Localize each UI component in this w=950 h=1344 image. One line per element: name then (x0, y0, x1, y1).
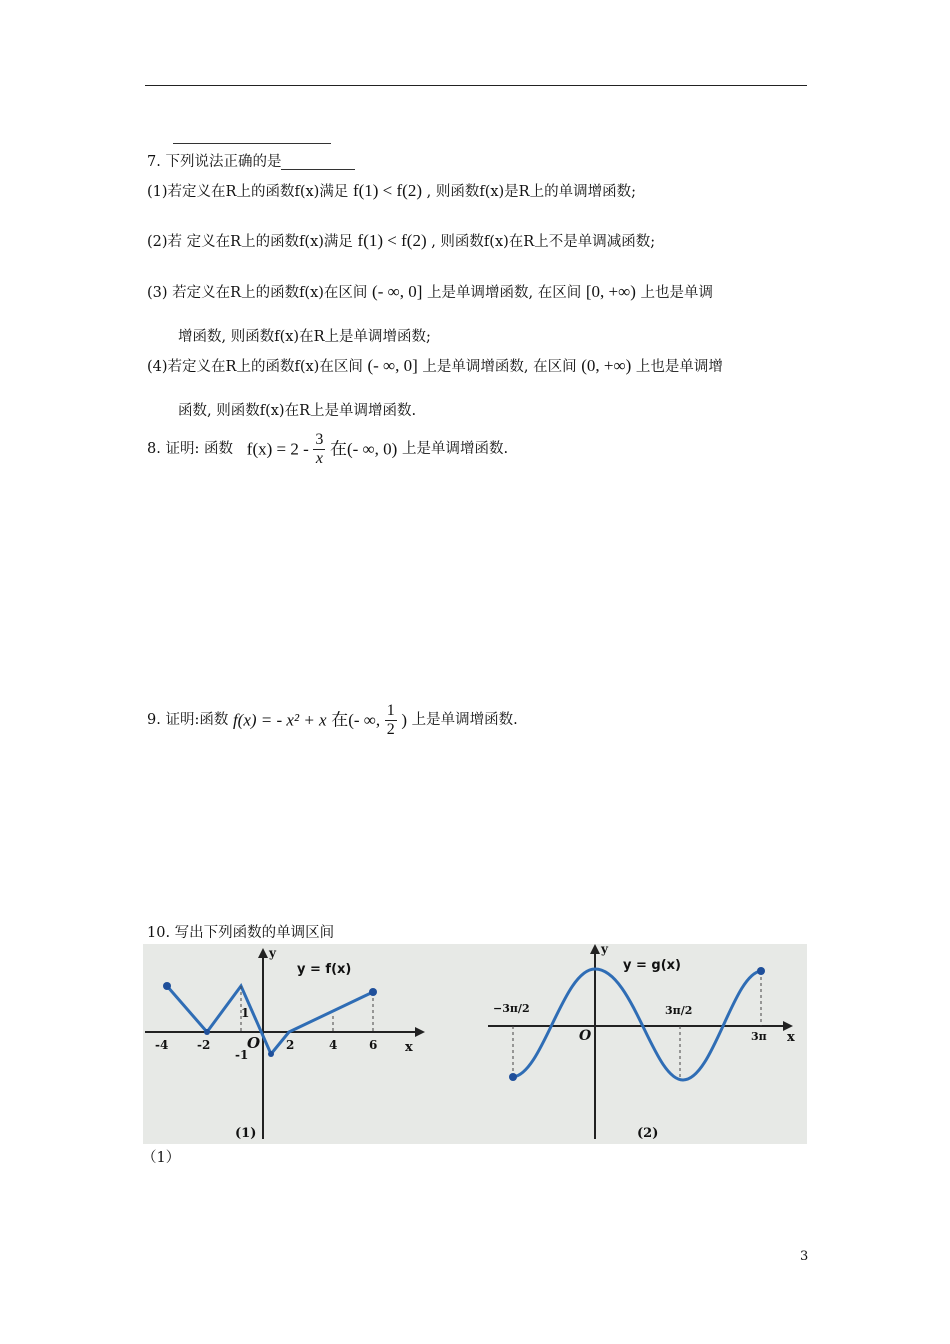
question-9: 9. 证明:函数 f(x) = - x² + x 在(- ∞, $\frac{1}{2}$ ) 上是单调增函数. (147, 702, 518, 738)
graph1-y-axis-label: y (269, 946, 276, 960)
question-7-item-3-continued: 增函数, 则函数f(x)在R上是单调增函数; (178, 329, 431, 345)
question-8: 8. 证明: 函数 f(x) = 2 - $\frac{3}{x}$ 在(- ∞, 0) 上是单调增函数. (147, 431, 509, 467)
graph1-point (268, 1051, 274, 1057)
function-math: f(x) = 2 - (246, 439, 309, 459)
question-10-title: 10. 写出下列函数的单调区间 (147, 925, 335, 941)
graph2-neg-tick: −3π/2 (493, 1002, 530, 1015)
graph1-tick-6: 6 (369, 1038, 378, 1052)
graph1-tick-neg2: -2 (197, 1038, 211, 1052)
question-7-stem: 7. 下列说法正确的是 (147, 155, 355, 170)
graph2-label: y = g(x) (623, 958, 681, 973)
graph2-origin: O (579, 1028, 592, 1044)
graph1-point (369, 988, 377, 996)
question-7-blank (281, 169, 355, 170)
graph1-tick-yneg1: -1 (235, 1048, 249, 1062)
graph1-caption: (1) (235, 1126, 257, 1141)
graph2-x-axis-label: x (787, 1030, 795, 1045)
graph1-origin: O (247, 1034, 261, 1052)
graph1-point (204, 1029, 210, 1035)
graph1-y-arrow (258, 948, 268, 958)
graph1-point (163, 982, 171, 990)
answer-blank-line (173, 143, 331, 144)
graph2-point (509, 1073, 517, 1081)
inequality-math: f(1) < f(2) (357, 231, 427, 250)
interval-math: 在(- ∞, 0) (329, 439, 398, 459)
fraction: $\frac{3}{x}$ (315, 431, 324, 467)
graph1-x-arrow (415, 1027, 425, 1037)
interval-math: (0, +∞) (581, 356, 632, 375)
graphs-svg (143, 944, 807, 1144)
graph2-tick-3pi: 3π (751, 1030, 767, 1043)
question-7-item-4-continued: 函数, 则函数f(x)在R上是单调增函数. (178, 403, 417, 419)
answer-label-1: （1） (142, 1150, 181, 1166)
graph1-x-axis-label: x (405, 1040, 413, 1055)
graph1-tick-2: 2 (286, 1038, 295, 1052)
graph1-tick-y1: 1 (241, 1006, 250, 1020)
interval-math: (- ∞, 0] (367, 356, 418, 375)
graph2-tick-3pi-over-2: 3π/2 (665, 1004, 693, 1017)
header-rule (145, 85, 807, 86)
question-7-item-3: (3) 若定义在R上的函数f(x)在区间 (- ∞, 0] 上是单调增函数, 在区间 [0, +∞) 上也是单调 (147, 282, 713, 301)
question-7-item-4: (4)若定义在R上的函数f(x)在区间 (- ∞, 0] 上是单调增函数, 在区间 (0, +∞) 上也是单调增 (147, 356, 723, 375)
interval-math: (- ∞, 0] (372, 282, 423, 301)
graph2-curve (513, 969, 761, 1080)
function-math: f(x) = - x² + x (232, 710, 327, 730)
fraction: $\frac{1}{2}$ (386, 702, 395, 738)
graph2-y-axis-label: y (601, 944, 608, 956)
page-number: 3 (800, 1249, 809, 1264)
graph2-caption: (2) (637, 1126, 659, 1141)
question-7-item-1: (1)若定义在R上的函数f(x)满足 f(1) < f(2) , 则函数f(x)是R上的单调增函数; (147, 181, 636, 200)
graph2-y-arrow (590, 944, 600, 954)
inequality-math: f(1) < f(2) (352, 181, 422, 200)
question-7-item-2: (2)若 定义在R上的函数f(x)满足 f(1) < f(2) , 则函数f(x)在R上不是单调减函数; (147, 231, 656, 250)
graphs-figure (143, 944, 807, 1144)
interval-math: [0, +∞) (585, 282, 636, 301)
graph2-point (757, 967, 765, 975)
graph1-tick-4: 4 (329, 1038, 338, 1052)
graph1-tick-neg4: -4 (155, 1038, 169, 1052)
graph1-label: y = f(x) (297, 962, 352, 977)
